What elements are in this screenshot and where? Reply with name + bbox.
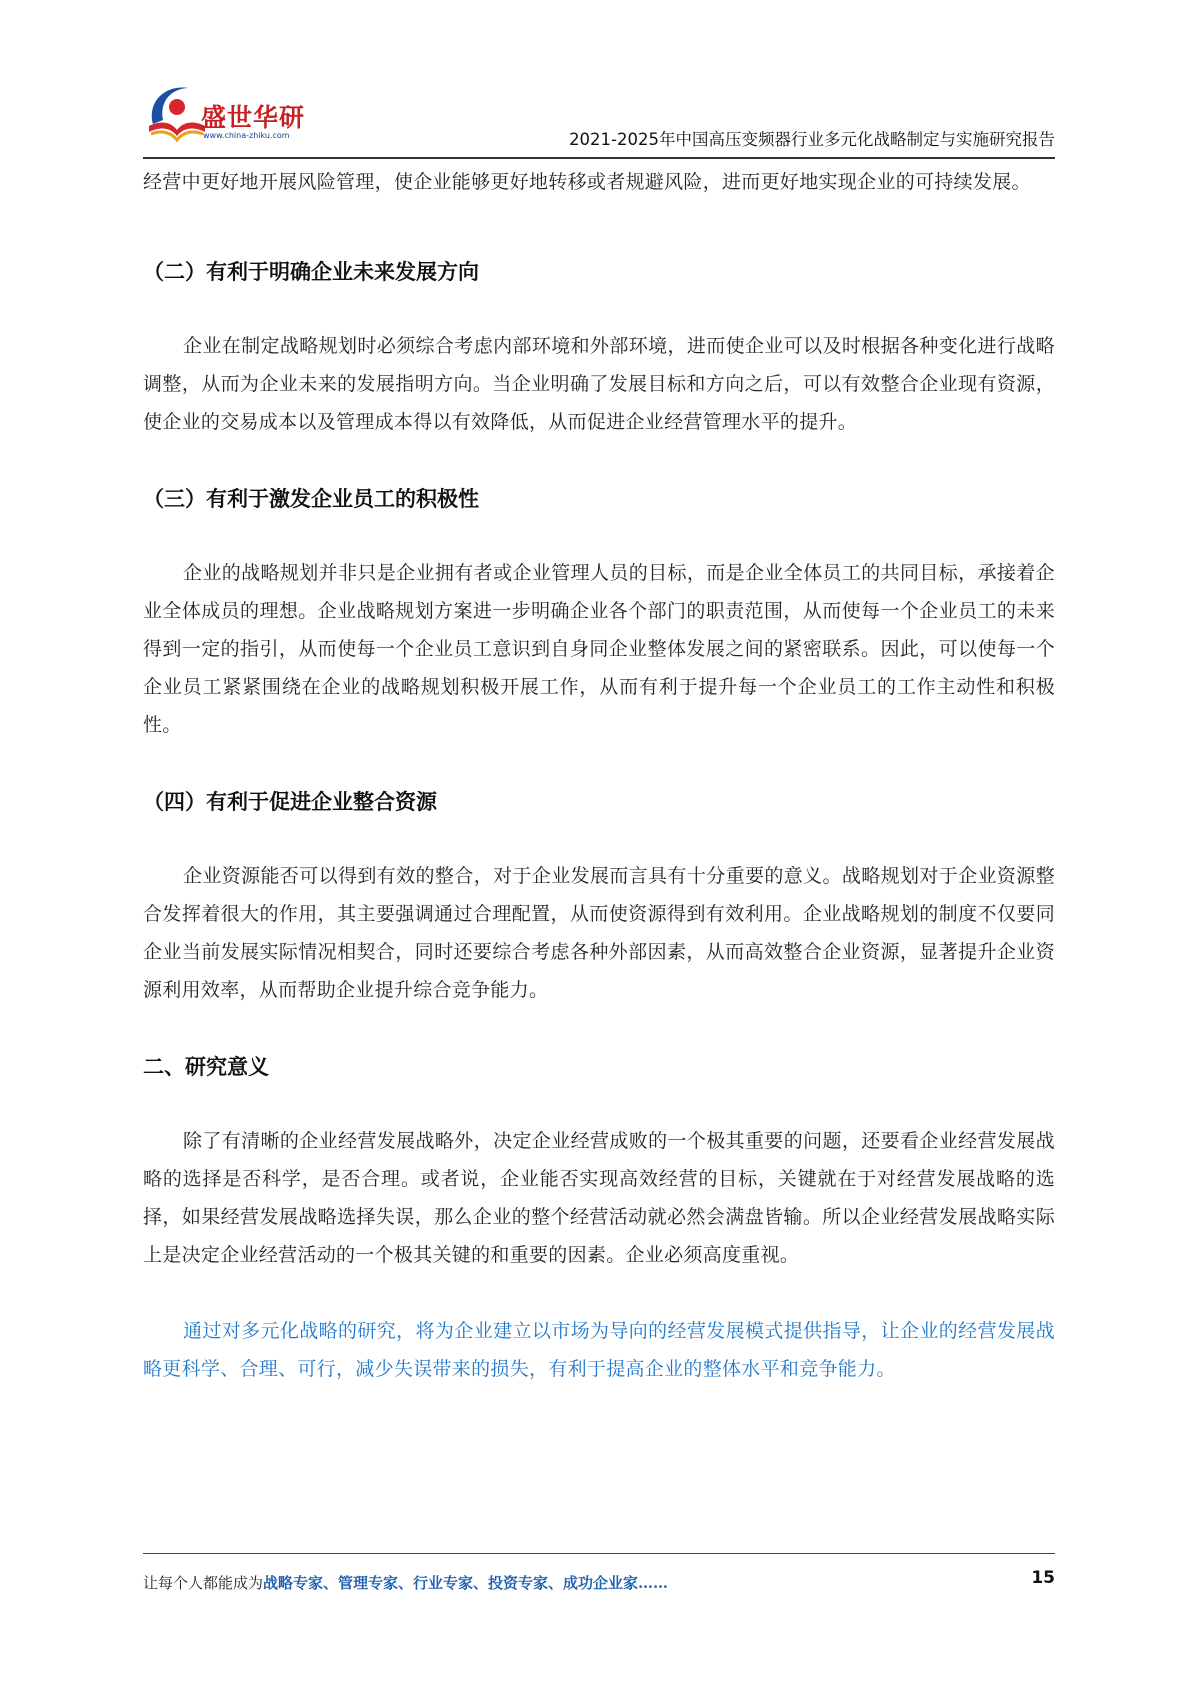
paragraph-2: 企业在制定战略规划时必须综合考虑内部环境和外部环境，进而使企业可以及时根据各种变化进行战略调整，从而为企业未来的发展指明方向。当企业明确了发展目标和方向之后，可以有效整合企业现有资源，使企业的交易成本以及管理成本得以有效降低，从而促进企业经营管理水平的提升。	[143, 335, 1055, 433]
research-paragraph: 除了有清晰的企业经营发展战略外，决定企业经营成败的一个极其重要的问题，还要看企业经营发展战略的选择是否科学，是否合理。或者说，企业能否实现高效经营的目标，关键就在于对经营发展战略的选择，如果经营发展战略选择失误，那么企业的整个经营活动就必然会满盘皆输。所以企业经营发展战略实际上是决定企业经营活动的一个极其关键的和重要的因素。企业必须高度重视。	[143, 1130, 1055, 1266]
report-title: 2021-2025年中国高压变频器行业多元化战略制定与实施研究报告	[569, 130, 1055, 149]
logo-name: 盛世华研	[201, 103, 306, 132]
page-content	[143, 163, 1055, 1388]
research-heading: 二、研究意义	[143, 1055, 269, 1079]
page-number: 15	[1031, 1568, 1055, 1588]
logo-emblem-icon	[143, 80, 207, 146]
footer-divider	[143, 1553, 1055, 1554]
header-divider	[143, 157, 1055, 159]
footer-slogan-highlight: 战略专家、管理专家、行业专家、投资专家、成功企业家……	[263, 1574, 669, 1592]
paragraph-4: 企业资源能否可以得到有效的整合，对于企业发展而言具有十分重要的意义。战略规划对于企业资源整合发挥着很大的作用，其主要强调通过合理配置，从而使资源得到有效利用。企业战略规划的制度不仅要同企业当前发展实际情况相契合，同时还要综合考虑各种外部因素，从而高效整合企业资源，显著提升企业资源利用效率，从而帮助企业提升综合竞争能力。	[143, 865, 1055, 1001]
logo-url: www.china-zhiku.com	[203, 131, 290, 140]
footer-slogan	[143, 1572, 668, 1593]
footer-slogan-prefix: 让每个人都能成为	[143, 1574, 264, 1592]
company-logo	[143, 80, 313, 146]
section-heading-4: （四）有利于促进企业整合资源	[143, 790, 437, 814]
paragraph-3: 企业的战略规划并非只是企业拥有者或企业管理人员的目标，而是企业全体员工的共同目标，承接着企业全体成员的理想。企业战略规划方案进一步明确企业各个部门的职责范围，从而使每一个企业员工的未来得到一定的指引，从而使每一个企业员工意识到自身同企业整体发展之间的紧密联系。因此，可以使每一个企业员工紧紧围绕在企业的战略规划积极开展工作，从而有利于提升每一个企业员工的工作主动性和积极性。	[143, 562, 1055, 736]
section-heading-2: （二）有利于明确企业未来发展方向	[143, 260, 479, 284]
continuation-paragraph: 经营中更好地开展风险管理，使企业能够更好地转移或者规避风险，进而更好地实现企业的可持续发展。	[143, 171, 1031, 193]
highlight-paragraph: 通过对多元化战略的研究，将为企业建立以市场为导向的经营发展模式提供指导，让企业的经营发展战略更科学、合理、可行，减少失误带来的损失，有利于提高企业的整体水平和竞争能力。	[143, 1320, 1055, 1380]
section-heading-3: （三）有利于激发企业员工的积极性	[143, 487, 479, 511]
page-header	[143, 80, 1055, 149]
